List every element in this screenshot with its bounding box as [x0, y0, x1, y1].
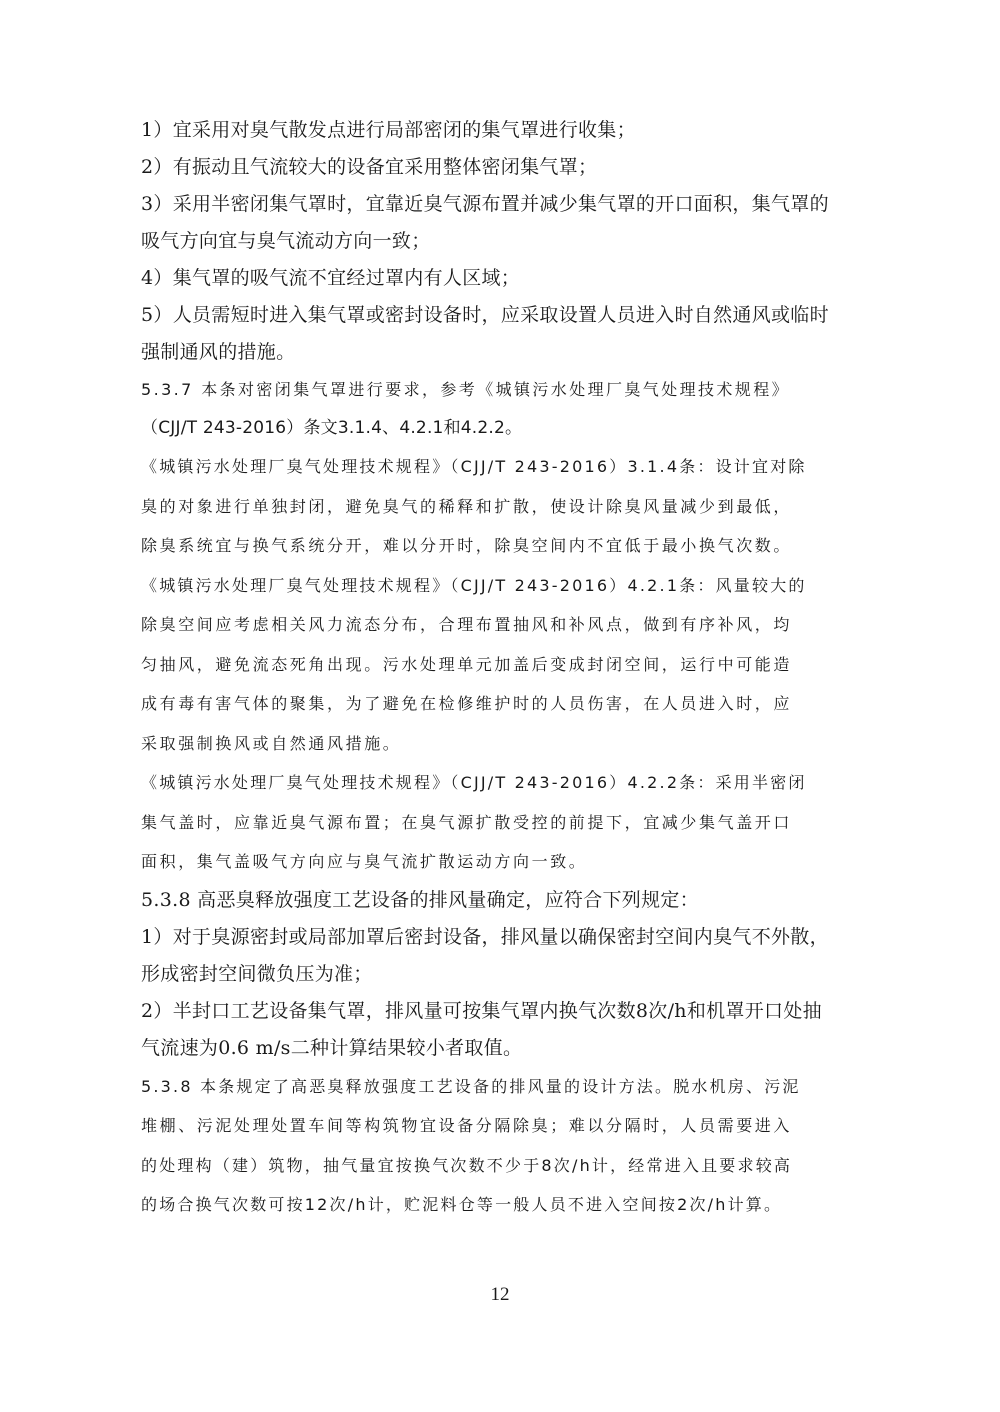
list-item-4: 4）集气罩的吸气流不宜经过罩内有人区域；: [141, 267, 521, 289]
list-item-3-cont: 吸气方向宜与臭气流动方向一致；: [141, 230, 431, 252]
quote-4-2-2-line-2: 集气盖时，应靠近臭气源布置；在臭气源扩散受控的前提下，宜减少集气盖开口: [141, 812, 793, 832]
note-5-3-7-reference: （CJJ/T 243-2016）条文3.1.4、4.2.1和4.2.2。: [141, 418, 523, 438]
rule-5-3-8-item-2: 2）半封口工艺设备集气罩，排风量可按集气罩内换气次数8次/h和机罩开口处抽: [141, 999, 822, 1022]
quote-3-1-4-line-3: 除臭系统宜与换气系统分开，难以分开时，除臭空间内不宜低于最小换气次数。: [141, 536, 793, 555]
quote-4-2-1-line-2: 除臭空间应考虑相关风力流态分布，合理布置抽风和补风点，做到有序补风，均: [141, 615, 793, 634]
page-number: 12: [490, 1284, 510, 1305]
section-5-3-8-heading: 5.3.8 高恶臭释放强度工艺设备的排风量确定，应符合下列规定：: [141, 888, 699, 911]
document-body: [141, 112, 861, 1225]
rule-5-3-8-item-1: 1）对于臭源密封或局部加罩后密封设备，排风量以确保密封空间内臭气不外散，: [141, 925, 829, 948]
quote-4-2-1-line-5: 采取强制换风或自然通风措施。: [141, 733, 402, 753]
quote-4-2-2-line-3: 面积，集气盖吸气方向应与臭气流扩散运动方向一致。: [141, 852, 588, 871]
rule-5-3-8-item-2-cont: 气流速为0.6 m/s二种计算结果较小者取值。: [141, 1036, 523, 1059]
note-5-3-8-line-1: 5.3.8 本条规定了高恶臭释放强度工艺设备的排风量的设计方法。脱水机房、污泥: [141, 1076, 801, 1096]
quote-4-2-1-line-3: 匀抽风，避免流态死角出现。污水处理单元加盖后变成封闭空间，运行中可能造: [141, 654, 793, 674]
list-item-5-cont: 强制通风的措施。: [141, 341, 296, 363]
note-5-3-7-heading: 5.3.7 本条对密闭集气罩进行要求，参考《城镇污水处理厂臭气处理技术规程》: [141, 380, 790, 399]
quote-3-1-4-line-1: 《城镇污水处理厂臭气处理技术规程》（CJJ/T 243-2016）3.1.4条：设计宜对除: [141, 457, 807, 476]
list-item-3: 3）采用半密闭集气罩时，宜靠近臭气源布置并减少集气罩的开口面积，集气罩的: [141, 193, 829, 215]
list-item-1: 1）宜采用对臭气散发点进行局部密闭的集气罩进行收集；: [141, 119, 636, 141]
note-5-3-8-line-3: 的处理构（建）筑物，抽气量宜按换气次数不少于8次/h计，经常进入且要求较高: [141, 1155, 793, 1175]
list-item-5: 5）人员需短时进入集气罩或密封设备时，应采取设置人员进入时自然通风或临时: [141, 304, 829, 326]
rule-5-3-8-item-1-cont: 形成密封空间微负压为准；: [141, 962, 373, 985]
quote-3-1-4-line-2: 臭的对象进行单独封闭，避免臭气的稀释和扩散，使设计除臭风量减少到最低，: [141, 496, 793, 516]
note-5-3-8-line-2: 堆棚、污泥处理处置车间等构筑物宜设备分隔除臭；难以分隔时，人员需要进入: [141, 1116, 793, 1135]
quote-4-2-1-line-1: 《城镇污水处理厂臭气处理技术规程》（CJJ/T 243-2016）4.2.1条：风量较大的: [141, 575, 807, 595]
quote-4-2-1-line-4: 成有毒有害气体的聚集，为了避免在检修维护时的人员伤害，在人员进入时，应: [141, 694, 793, 713]
quote-4-2-2-line-1: 《城镇污水处理厂臭气处理技术规程》（CJJ/T 243-2016）4.2.2条：采用半密闭: [141, 773, 807, 792]
list-item-2: 2）有振动且气流较大的设备宜采用整体密闭集气罩；: [141, 156, 598, 178]
note-5-3-8-line-4: 的场合换气次数可按12次/h计，贮泥料仓等一般人员不进入空间按2次/h计算。: [141, 1195, 783, 1214]
